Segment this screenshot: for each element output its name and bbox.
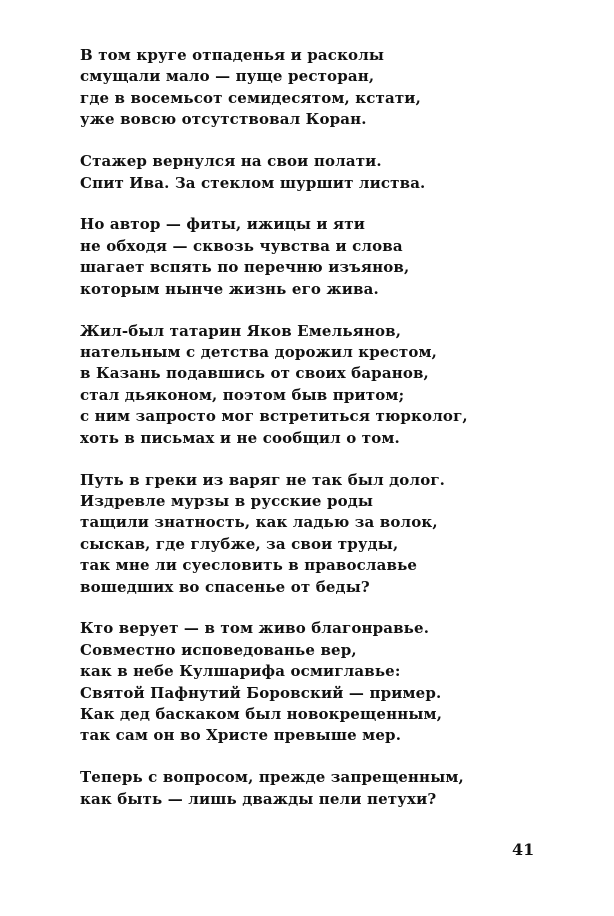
poem-line: Как дед баскаком был новокрещенным, (80, 705, 443, 724)
poem-line: Издревле мурзы в русские роды (80, 491, 374, 510)
poem-line: Но автор — фиты, ижицы и яти (80, 215, 365, 234)
poem-line: уже вовсю отсутствовал Коран. (80, 110, 367, 129)
stanza-5 (80, 470, 580, 598)
poem-line: тащили знатность, как ладью за волок, (80, 513, 438, 532)
poem-line: Спит Ива. За стеклом шуршит листва. (80, 173, 426, 192)
poem-line: так сам он во Христе превыше мер. (80, 726, 402, 745)
stanza-7 (80, 767, 580, 810)
page-number: 41 (512, 840, 535, 859)
stanza-6 (80, 618, 580, 746)
poem-line: вошедших во спасенье от беды? (80, 577, 370, 596)
poem-line: так мне ли суесловить в православье (80, 556, 418, 575)
poem-line: нательным с детства дорожил крестом, (80, 342, 438, 361)
poem-line: Святой Пафнутий Боровский — пример. (80, 683, 442, 702)
stanza-3 (80, 214, 580, 300)
poem-line: Путь в греки из варяг не так был долог. (80, 470, 446, 489)
poem-line: не обходя — сквозь чувства и слова (80, 236, 403, 255)
poem-line: шагает вспять по перечню изъянов, (80, 258, 410, 277)
poem-line: сыскав, где глубже, за свои труды, (80, 534, 399, 553)
poem-line: стал дьяконом, поэтом быв притом; (80, 385, 405, 404)
poem-line: Стажер вернулся на свои полати. (80, 152, 382, 171)
poem-line: Жил-был татарин Яков Емельянов, (80, 321, 402, 340)
poem-line: Совместно исповедованье вер, (80, 640, 357, 659)
poem-line: В том круге отпаденья и расколы (80, 46, 385, 64)
poem-line: которым нынче жизнь его жива. (80, 279, 379, 298)
poem-line: в Казань подавшись от своих баранов, (80, 364, 429, 383)
stanza-4 (80, 321, 580, 449)
poem-line: Теперь с вопросом, прежде запрещенным, (80, 768, 464, 787)
poem-line: с ним запросто мог встретиться тюрколог, (80, 407, 468, 426)
poem-line: хоть в письмах и не сообщил о том. (80, 428, 400, 447)
poem-text (80, 45, 580, 831)
stanza-1 (80, 45, 580, 131)
stanza-2 (80, 151, 580, 194)
poem-line: Кто верует — в том живо благонравье. (80, 619, 430, 638)
poem-line: смущали мало — пуще ресторан, (80, 67, 375, 86)
poem-line: где в восемьсот семидесятом, кстати, (80, 88, 421, 107)
poem-line: как быть — лишь дважды пели петухи? (80, 789, 437, 808)
poem-line: как в небе Кулшарифа осмиглавье: (80, 662, 401, 681)
